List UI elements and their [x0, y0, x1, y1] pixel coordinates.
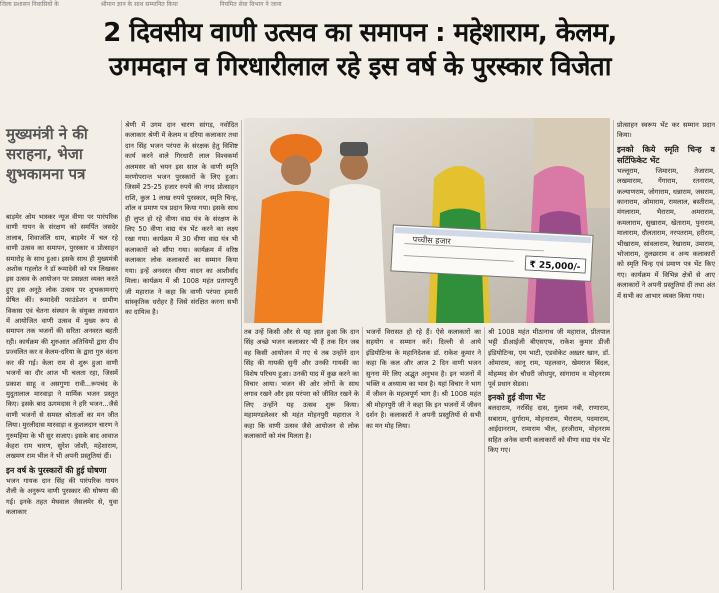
column-divider — [241, 120, 242, 590]
column-divider — [121, 120, 122, 590]
column-5-section-body: बलदाराम, नरसिंह दास, गुलाम नबी, राणाराम, सबाराम, दुर्गाराम, मोहनाराम, भैराराम, पदमाराम, आईदानराम, रामाराम भील, हरजीराम, मोहनराम सहित अनेक वाणी कलाकारों को वीणा वाद्य यंत्र भेंट किए गए। — [488, 404, 610, 455]
column-divider — [613, 120, 614, 590]
column-divider — [484, 327, 485, 590]
column-6-section-head: इनको किये स्मृति चिन्ह व सर्टिफिकेट भेंट — [617, 144, 715, 165]
column-4-body: भजनों विरासत हो रहे हैं। ऐसे कलाकारों का सहयोग व सम्मान करें। दिल्ली से आये इंडियोटिन्स के महानिदेशक डॉ. राकेश कुमार ने कहा कि कल और आज 2 दिन वाणी भजन सुनना मेरे लिए अद्भुत अनुभव है। इन भजनों में भक्ति व अध्यात्म का भाव है। यहां विचार ने भाग में जीवन के महत्वपूर्ण भाग है। श्री 1008 महंत श्री मोहनपुरी जी ने कहा कि इन भजनों में जीवन दर्शन है। कलाकारों ने अपनी प्रस्तुतियों से सभी का मन मोह लिया। — [366, 328, 481, 430]
cheque-words: पच्चीस हजार — [412, 234, 451, 246]
award-ceremony-photo — [244, 118, 610, 323]
column-1 — [6, 212, 118, 590]
column-1-section-body: भजन गायक दान सिंह की पारंपरिक गायन शैली के अनुरूप वाणी पुरस्कार की घोषणा की गई। इनके तहत मेघवाल जैसलमेर से, युवा कलाकार — [6, 476, 118, 516]
top-strip-text: जिला प्रशासन निवासियों के — [0, 1, 59, 8]
headline-line-2: उगमदान व गिरधारीलाल रहे इस वर्ष के पुरस्कार विजेता — [109, 52, 611, 82]
column-1-section-head: इन वर्ष के पुरस्कारों की हुई घोषणा — [6, 465, 107, 475]
cheque-amount: ₹ 25,000/- — [529, 260, 581, 273]
column-3 — [244, 327, 359, 590]
top-strip-text: श्रीमान ज्ञान के साथ सम्मानित किया — [100, 1, 178, 8]
news-photo — [244, 118, 610, 323]
column-5-body: श्री 1008 महंत मीठानाथ जी महाराज, प्रीतपाल भट्टी डीआईजी बीएसएफ, राकेश कुमार डीजी इंडियोटिन्स, एम भाटी, एडवोकेट अख़्तर खान, डॉ. ओमाराम, कानू राम, पहलवान, खेमराज बिंदल, मोहम्मद सेन चौधरी जोधपुर, सांगाराम व मोहनराम पूर्व प्रधान सेडवा। — [488, 328, 610, 389]
column-divider — [362, 327, 363, 590]
subheadline: मुख्यमंत्री ने की सराहना, भेजा शुभकामना पत्र — [6, 125, 88, 183]
column-3-body: तब उन्हें किसी और से यह ज्ञात हुआ कि दान सिंह अच्छे भजन कलाकार भी हैं तक दिन जब वह किसी आयोजन में गए थे तब उन्होंने दान सिंह की गायकी सुनी और उनकी गायकी का विशेष परिचय हुआ। उनकी याद में कुछ करने का विचार आया। भजन की ओर लोगों के साथ लगाव रखने और इस परंपरा को जीवित रखने के लिए उन्होंने यह उत्सव शुरू किया। महामण्डलेश्वर श्री महंत मोहनपुरी महाराज ने कहा कि वाणी उत्सव जैसे आयोजन से लोक कलाकारों को मंच मिलता है। — [244, 328, 359, 441]
top-strip — [0, 0, 719, 9]
column-5-section-head: इनको हुई वीणा भेंट — [488, 393, 546, 403]
column-2-body: श्रेणी में उगम दान चारण सांगड़, नवोदित कलाकार श्रेणी में केलम व दरिया कलाकार तथा दान सिंह भजन परंपरा के संरक्षक हेतु विशिष्ट कार्य करने वाले गिरधारी लाल विश्वकर्मा अलमसर को चयन इस साल के वाणी स्मृति मरणोपरान्त भजन पुरस्कारों के लिए हुआ। जिसमें 25-25 हजार रुपये की नगद प्रोत्साहन राशि, कुल 1 लाख रुपये पुरस्कार, स्मृति चिन्ह, शॉल व प्रमाण पत्र प्रदान किया गया। इसके साथ ही लुप्त हो रहे वीणा वाद्य यंत्र के संरक्षण के लिए 50 वीणा वाद्य यंत्र भेंट करने का लक्ष्य रखा गया। कार्यक्रम में 30 वीणा वाद्य यंत्र भी कलाकारों को सौंपा गया। कार्यक्रम में वरिष्ठ कलाकार लोक कलाकारों का सम्मान किया गया। इन्हें अनवरत वीणा वादन का आशीर्वाद मिला। कार्यक्रम में श्री 1008 महंत प्रतापपुरी जी महाराज ने कहा कि वाणी परंपरा हमारी सांस्कृतिक धरोहर है जिसे संरक्षित करना सभी का दायित्व है। — [125, 121, 238, 317]
column-4 — [366, 327, 481, 590]
column-6 — [617, 120, 715, 590]
headline-line-1: 2 दिवसीय वाणी उत्सव का समापन : महेशाराम, केलम, — [103, 18, 617, 48]
column-6-intro: प्रोत्साहन स्वरूप भेंट कर सम्मान प्रदान किया। — [617, 121, 715, 140]
headline — [6, 16, 714, 84]
top-strip-text: नियमित सेवा विभाग ने जाना — [219, 1, 282, 8]
column-6-section-body: भल्लूराम, जिमाराम, तेजाराम, लखमाराम, गेंगाराम, रतनाराम, कल्याणराम, जोगाराम, धन्नाराम, जसराम, कानाराम, ओमाराम, रामलाल, बस्तीराम, मंगलाराम, भैराराम, अमराराम, कमलाराम, सुखाराम, खेताराम, पुनाराम, मालाराम, दौलताराम, नरपतराम, हरीराम, भीखाराम, सांवलाराम, रेखाराम, उमाराम, भोजाराम, तुलछाराम व अन्य कलाकारों को स्मृति चिन्ह एवं प्रमाण पत्र भेंट किए गए। कार्यक्रम में विभिन्न क्षेत्रों से आए कलाकारों ने अपनी प्रस्तुतियां दीं तथा अंत में सभी का आभार व्यक्त किया गया। — [617, 166, 715, 300]
column-2 — [125, 120, 238, 590]
column-1-body: बाड़मेर ओम भास्कर न्यूज वीणा पर पारंपरिक वाणी गायन के संरक्षण को समर्पित जसदेर तालाब, शिवाजंलि धाम, बाड़मेर में चल रहे वाणी उत्सव का समापन, पुरस्कार व प्रोत्साहन समारोह के साथ हुआ। इसके साथ ही मुख्यमंत्री अशोक गहलोत ने डॉ रूमादेवी को पत्र लिखकर इस उत्सव के आयोजन पर प्रसन्नता व्यक्त करते हुए इस अनूठे लोक उत्सव पर शुभकामनाएं प्रेषित कीं। रूमादेवी फाउंडेशन व ग्रामीण विकास एवं चेतना संस्थान के संयुक्त तत्वाधान में आयोजित वाणी उत्सव में मुख्य रूप से समापन तक भजनों की सरिता अनवरत बहती रही। कार्यक्रम की शुरुआत अतिथियों द्वारा दीप प्रज्वलित कर व केलम-दरिया के द्वारा गुरु वंदना कर की गई। केला राम से शुरू हुआ वाणी भजनों का दौर आज भी चलता रहा, जिसमें प्रकाश साहू व असगुणा रावी...रूपचंद के मुदुतालाल मारवाड़ा ने मार्मिक भजन प्रस्तुत किए। इसके बाद ऊगमदास ने हरि भजन...जैसे वाणी भजनों से समस्त श्रोताओं का मन जीत लिया। मुरलीदास मारवाड़ा व कुशलदान चारण ने गुरुमहिमा के भी सुर सजाए। इसके बाद आवाज केहरा राम चारण, सुरेश जोशी, महेशाराम, लखमण राम भील ने भी अपनी प्रस्तुतियां दीं। — [6, 213, 118, 461]
column-5 — [488, 327, 610, 590]
